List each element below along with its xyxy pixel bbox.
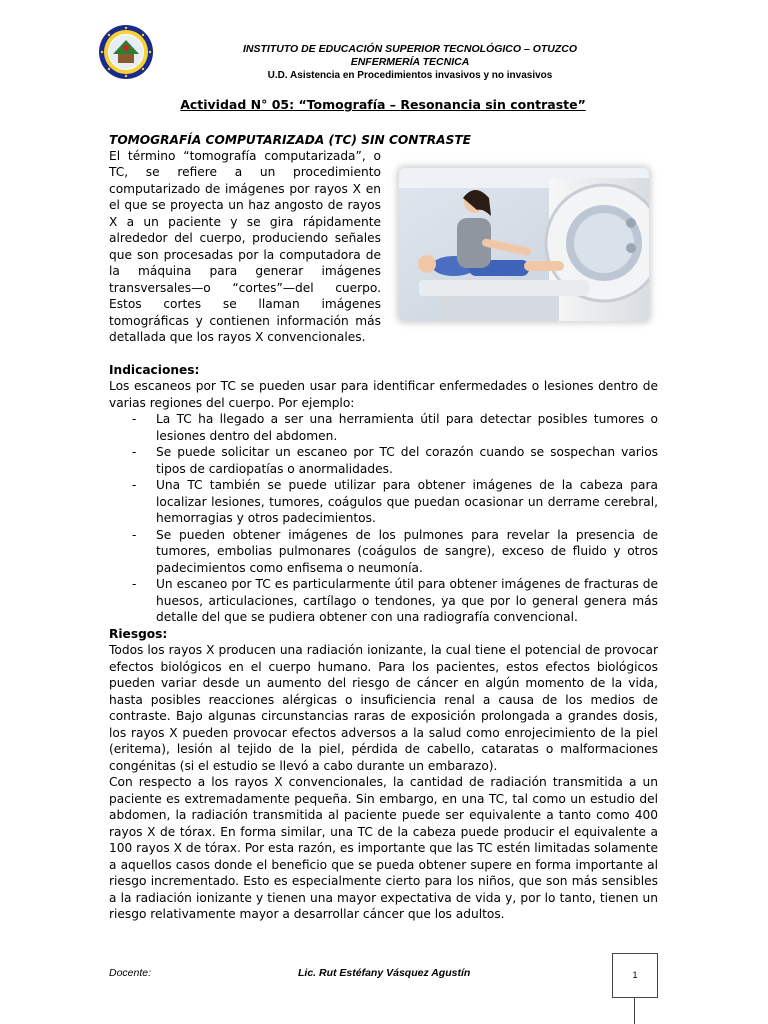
list-item-text: Una TC también se puede utilizar para obtener imágenes de la cabeza para localizar lesiones, tumores, coágulos que puedan ocasionar un derrame cerebral, hemorragias y otros padecimientos. [156,478,658,525]
unit-name: U.D. Asistencia en Procedimientos invasivos y no invasivos [267,70,553,81]
program-name: ENFERMERÍA TECNICA [350,56,470,68]
bullet-dash: - [132,445,137,459]
page-number-box [612,953,658,998]
institute-seal-logo [96,24,156,80]
teacher-name: Lic. Rut Estéfany Vásquez Agustín [298,967,471,979]
bullet-dash: - [132,412,137,426]
riesgos-paragraph-2: Con respecto a los rayos X convencionales, la cantidad de radiación transmitida a un paciente es extremadamente pequeña. Sin embargo, en una TC, tal como un estudio del abdomen, la radiación transmitida al paciente puede ser equivalente a tanto como 400 rayos X de tórax. En forma similar, una TC de la cabeza puede producir el equivalente a 100 rayos X de tórax. Por esta razón, es importante que las TC estén limitadas solamente a aquellos casos donde el beneficio que se pueda obtener supere en forma importante al riesgo incrementado. Esto es especialmente cierto para los niños, que son más sensibles a la radiación ionizante y tienen una mayor expectativa de vida y, por lo tanto, tienen un riesgo relativamente mayor a desarrollar cáncer que los adultos. [109,775,658,921]
list-item [109,477,658,527]
page-header [0,0,768,95]
indicaciones-list [109,411,658,626]
document-title: Actividad N° 05: “Tomografía – Resonancia sin contraste” [180,97,586,112]
page-number: 1 [632,970,638,980]
riesgos-heading: Riesgos: [109,626,168,641]
bullet-dash: - [132,577,137,591]
list-item-text: La TC ha llegado a ser una herramienta útil para detectar posibles tumores o lesiones dentro del abdomen. [156,412,658,443]
indicaciones-heading: Indicaciones: [109,362,200,377]
page-box-line [634,997,635,1024]
institute-name: INSTITUTO DE EDUCACIÓN SUPERIOR TECNOLÓGICO – OTUZCO [242,43,578,55]
bullet-dash: - [132,527,137,542]
tc-intro-paragraph [109,148,381,346]
list-item-text: Un escaneo por TC es particularmente útil para obtener imágenes de fracturas de huesos, articulaciones, cartílago o tendones, ya que por lo general genera más detalle del que se pudiera obtener con una radiografía convencional. [156,577,658,624]
list-item-text: Se puede solicitar un escaneo por TC del corazón cuando se sospechan varios tipos de cardiopatías o anormalidades. [156,445,658,476]
list-item [109,411,658,444]
document-body [109,132,658,923]
list-item [109,444,658,477]
indicaciones-lead: Los escaneos por TC se pueden usar para identificar enfermedades o lesiones dentro de varias regiones del cuerpo. Por ejemplo: [109,379,658,410]
list-item-text: Se pueden obtener imágenes de los pulmones para revelar la presencia de tumores, embolias pulmonares (coágulos de sangre), exceso de fluido y otros padecimientos como enfisema o neumonía. [156,527,658,575]
section-heading-tc: TOMOGRAFÍA COMPUTARIZADA (TC) SIN CONTRASTE [109,133,472,147]
page-footer [0,950,768,1024]
bullet-dash: - [132,478,137,492]
tc-intro-text: El término “tomografía computarizada”, o TC, se refiere a un procedimiento computarizado de imágenes por rayos X en el que se proyecta un haz angosto de rayos X a un paciente y se gira rápidamente alrededor del cuerpo, produciendo señales que son procesadas por la computadora de la máquina para generar imágenes transversales—o “cortes”—del cuerpo. Estos cortes se llaman imágenes tomográficas y contienen información más detallada que los rayos X convencionales. [109,148,381,344]
docente-label: Docente: [109,967,152,979]
list-item [109,527,658,577]
list-item [109,576,658,626]
riesgos-paragraph-1: Todos los rayos X producen una radiación ionizante, la cual tiene el potencial de provocar efectos biológicos en el cuerpo humano. Para los pacientes, estos efectos biológicos pueden variar desde un aumento del riesgo de cáncer en algún momento de la vida, hasta posibles reacciones alérgicas o insuficiencia renal a causa de los medios de contraste. Bajo algunas circunstancias raras de exposición prolongada a grandes dosis, los rayos X pueden provocar efectos adversos a la salud como enrojecimiento de la piel (eritema), lesión al tejido de la piel, pérdida de cabello, cataratas o malformaciones congénitas (si el estudio se llevó a cabo durante un embarazo). [109,643,658,773]
header-text [200,43,620,82]
